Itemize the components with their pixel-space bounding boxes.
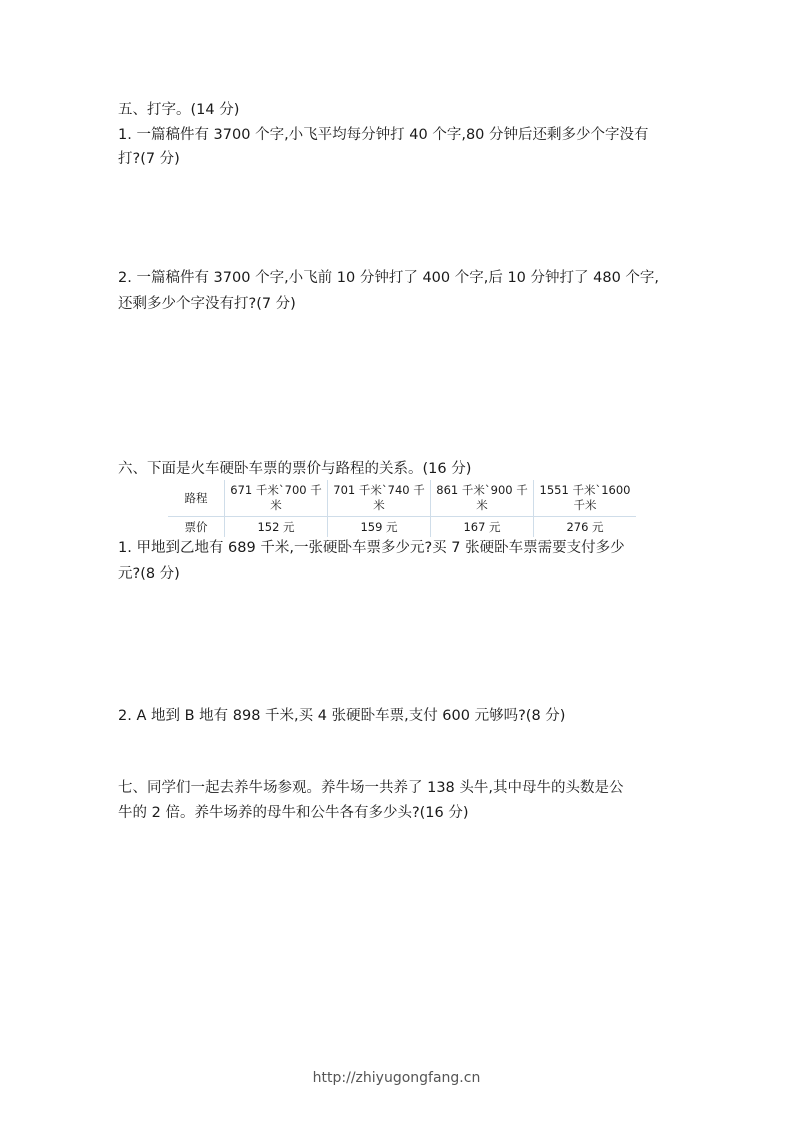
section-6-question-1-line-2: 元?(8 分): [118, 566, 180, 582]
section-5-question-1-line-2: 打?(7 分): [118, 151, 180, 167]
fare-table-row-price: [168, 517, 636, 538]
section-6-question-2: 2. A 地到 B 地有 898 千米,买 4 张硬卧车票,支付 600 元够吗?(8 分): [118, 708, 566, 724]
section-6-question-1-line-1: 1. 甲地到乙地有 689 千米,一张硬卧车票多少元?买 7 张硬卧车票需要支付多少: [118, 540, 625, 556]
fare-table-header-distance: 路程: [168, 480, 225, 517]
section-5-question-2-line-1: 2. 一篇稿件有 3700 个字,小飞前 10 分钟打了 400 个字,后 10 分钟打了 480 个字,: [118, 270, 660, 286]
section-5-question-1-line-1: 1. 一篇稿件有 3700 个字,小飞平均每分钟打 40 个字,80 分钟后还剩多少个字没有: [118, 127, 649, 143]
fare-table-row-distance: [168, 480, 636, 517]
fare-table-price-cell: 276 元: [566, 519, 604, 534]
fare-table-distance-cell: 701 千米`740 千米: [328, 480, 431, 517]
fare-table-price-cell: 167 元: [431, 517, 534, 538]
section-5-title: 五、打字。(14 分): [118, 102, 240, 118]
section-7-line-2: 牛的 2 倍。养牛场养的母牛和公牛各有多少头?(16 分): [118, 805, 469, 821]
fare-table-distance-cell: 671 千米`700 千米: [225, 480, 328, 517]
fare-table-price-cell: 159 元: [328, 517, 431, 538]
section-7-line-1: 七、同学们一起去养牛场参观。养牛场一共养了 138 头牛,其中母牛的头数是公: [118, 780, 624, 796]
fare-table-header-price: 票价: [168, 517, 225, 538]
section-5-question-2-line-2: 还剩多少个字没有打?(7 分): [118, 296, 296, 312]
section-6-title: 六、下面是火车硬卧车票的票价与路程的关系。(16 分): [118, 461, 472, 477]
fare-table-price-cell: 152 元: [225, 517, 328, 538]
fare-table-distance-cell: 861 千米`900 千米: [431, 480, 534, 517]
fare-table-distance-cell: 1551 千米`1600 千米: [534, 480, 637, 517]
fare-table: [168, 480, 636, 537]
footer-url: http://zhiyugongfang.cn: [312, 1070, 481, 1086]
